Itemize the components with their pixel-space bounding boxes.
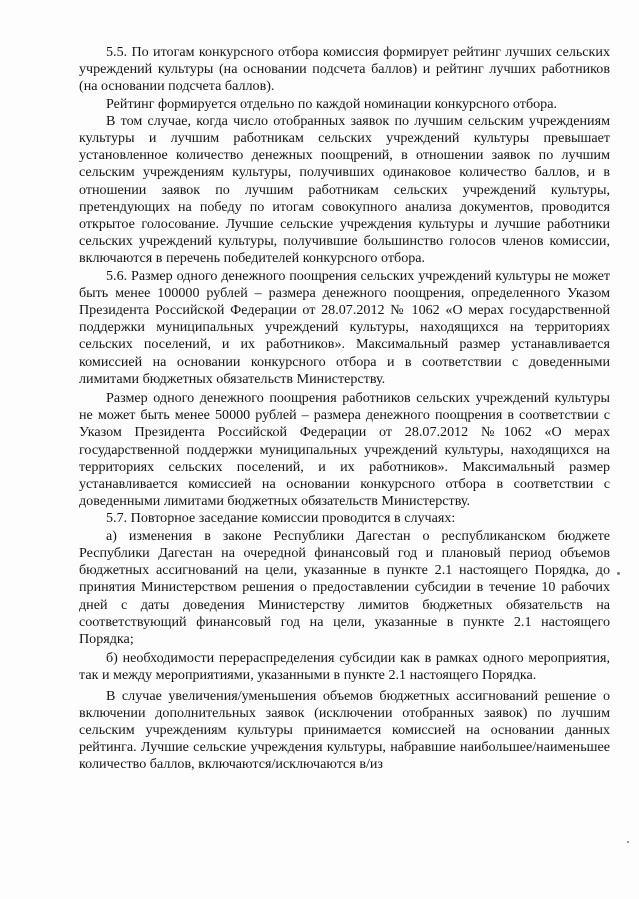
- scan-speck: [617, 572, 620, 575]
- scan-speck: [627, 841, 629, 843]
- paragraph-voting: В том случае, когда число отобранных заявок по лучшим сельским учреждениям культуры и лучшим работникам сельских учреждений культуры превышает установленное количество денежных поощрений, в отношении заявок по лучшим сельским учреждениям культуры, получивших одинаковое количество баллов, и в отношении заявок по лучшим работникам сельских учреждений культуры, претендующих на победу по итогам совокупного анализа документов, проводится открытое голосование. Лучшие сельские учреждения культуры и лучшие работники сельских учреждений культуры, получившие большинство голосов членов комиссии, включаются в перечень победителей конкурсного отбора.: [79, 112, 610, 267]
- paragraph-5-7: 5.7. Повторное заседание комиссии проводится в случаях:: [106, 510, 456, 527]
- paragraph-budget-change: В случае увеличения/уменьшения объемов бюджетных ассигнований решение о включении дополнительных заявок (исключении отобранных заявок) по лучшим сельским учреждениям культуры принимается комиссией на основании данных рейтинга. Лучшие сельские учреждения культуры, набравшие наибольшее/наименьшее количество баллов, включаются/исключаются в/из: [79, 687, 610, 773]
- paragraph-case-b: б) необходимости перераспределения субсидии как в рамках одного мероприятия, так и между мероприятиями, указанными в пункте 2.1 настоящего Порядка.: [79, 650, 610, 684]
- paragraph-5-5: 5.5. По итогам конкурсного отбора комиссия формирует рейтинг лучших сельских учреждений культуры (на основании подсчета баллов) и рейтинг лучших работников (на основании подсчета баллов).: [79, 44, 610, 95]
- paragraph-5-6: 5.6. Размер одного денежного поощрения сельских учреждений культуры не может быть менее 100000 рублей – размера денежного поощрения, определенного Указом Президента Российской Федерации от 28.07.2012 № 1062 «О мерах государственной поддержки муниципальных учреждений культуры, находящихся на территориях сельских поселений, и их работников». Максимальный размер устанавливается комиссией на основании конкурсного отбора и в соответствии с доведенными лимитами бюджетных обязательств Министерству.: [79, 267, 610, 387]
- paragraph-rating-note: Рейтинг формируется отдельно по каждой номинации конкурсного отбора.: [106, 95, 557, 112]
- paragraph-worker-reward: Размер одного денежного поощрения работников сельских учреждений культуры не может быть менее 50000 рублей – размера денежного поощрения в соответствии с Указом Президента Российской Федерации от 28.07.2012 №1062 «О мерах государственной поддержки муниципальных учреждений культуры, находящихся на территориях сельских поселений, и их работников». Максимальный размер устанавливается комиссией на основании конкурсного отбора в соответствии с доведенными лимитами бюджетных обязательств Министерству.: [79, 390, 610, 510]
- paragraph-case-a: а) изменения в законе Республики Дагестан о республиканском бюджете Республики Дагестан на очередной финансовый год и плановый период объемов бюджетных ассигнований на цели, указанные в пункте 2.1 настоящего Порядка, до принятия Министерством решения о предоставлении субсидии в течение 10 рабочих дней с даты доведения Министерству лимитов бюджетных обязательств на соответствующий финансовый год на цели, указанные в пункте 2.1 настоящего Порядка;: [79, 527, 610, 647]
- document-body: [79, 44, 610, 774]
